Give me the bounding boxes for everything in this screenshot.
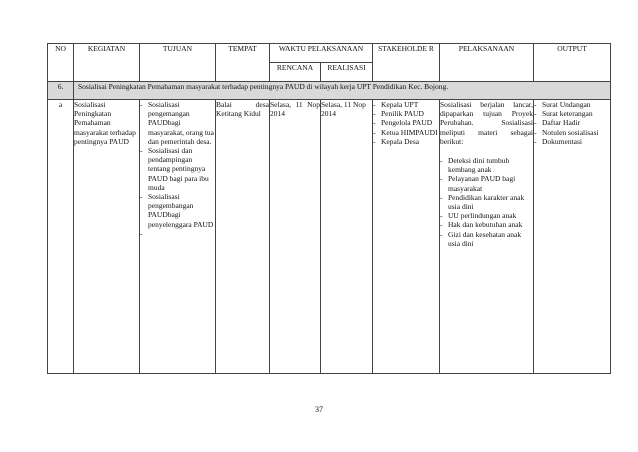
section-row <box>48 82 611 100</box>
header-tempat: TEMPAT <box>216 44 270 82</box>
header-stakeholder: STAKEHOLDE R <box>373 44 440 82</box>
output-item: - Notulen sosialisasi <box>534 128 610 137</box>
header-no: NO <box>48 44 74 82</box>
header-tujuan: TUJUAN <box>140 44 216 82</box>
header-kegiatan: KEGIATAN <box>74 44 140 82</box>
row-stakeholder <box>373 100 440 374</box>
stakeholder-item: - Pengelola PAUD <box>373 118 439 127</box>
row-tujuan <box>140 100 216 374</box>
output-item: - Surat Undangan <box>534 100 610 109</box>
header-waktu: WAKTU PELAKSANAAN <box>270 44 373 63</box>
table-row <box>48 100 611 374</box>
section-title: Sosialisai Peningkatan Pemahaman masyarakat terhadap pentingnya PAUD di wilayah kerja UPT Pendidikan Kec. Bojong. <box>74 82 611 100</box>
activity-table <box>47 43 611 374</box>
header-row <box>48 44 611 63</box>
page-number: 37 <box>315 405 323 414</box>
stakeholder-item: - Penilik PAUD <box>373 109 439 118</box>
pelaksanaan-item: - Hak dan kebutuhan anak <box>440 220 533 229</box>
pelaksanaan-item: - Deteksi dini tumbuh kembang anak <box>440 156 533 174</box>
stakeholder-item: - Kepala Desa <box>373 137 439 146</box>
row-rencana: Selasa, 11 Nop 2014 <box>270 100 321 374</box>
row-realisasi: Selasa, 11 Nop 2014 <box>321 100 373 374</box>
pelaksanaan-item: - Pelayanan PAUD bagi masyarakat <box>440 174 533 192</box>
header-pelaksanaan: PELAKSANAAN <box>440 44 534 82</box>
header-rencana: RENCANA <box>270 63 321 82</box>
row-kegiatan: Sosialisasi Peningkatan Pemahaman masyarakat terhadap pentingnya PAUD <box>74 100 140 374</box>
tujuan-item: - Sosialisasi pengemangan PAUDbagi masyarakat, orang tua dan pemerintah desa. <box>140 100 215 146</box>
pelaksanaan-item: - UU perlindungan anak <box>440 211 533 220</box>
output-item: - Surat keterangan <box>534 109 610 118</box>
row-no: a <box>48 100 74 374</box>
output-item: - Dokumentasi <box>534 137 610 146</box>
tujuan-item: - Sosialisasi pengembangan PAUDbagi penyelenggara PAUD <box>140 192 215 229</box>
row-pelaksanaan <box>440 100 534 374</box>
pelaksanaan-item: - Gizi dan kesehatan anak usia dini <box>440 230 533 248</box>
header-realisasi: REALISASI <box>321 63 373 82</box>
stakeholder-item: - Ketua HIMPAUDI <box>373 128 439 137</box>
output-item: - Daftar Hadir <box>534 118 610 127</box>
pelaksanaan-item: - Pendidikan karakter anak usia dini <box>440 193 533 211</box>
pelaksanaan-intro: Sosialisasi berjalan lancar, dipaparkan tujuan Proyek Perubahan. Sosialisasi meliputi materi sebagai berikut: <box>440 100 533 146</box>
header-output: OUTPUT <box>534 44 611 82</box>
tujuan-item: - Sosialisasi dan pendampingan tentang pentingnya PAUD bagi para ibu muda <box>140 146 215 192</box>
row-tempat: Balai desa Ketitang Kidul <box>216 100 270 374</box>
stakeholder-item: - Kepala UPT <box>373 100 439 109</box>
row-output <box>534 100 611 374</box>
section-number: 6. <box>48 82 74 100</box>
